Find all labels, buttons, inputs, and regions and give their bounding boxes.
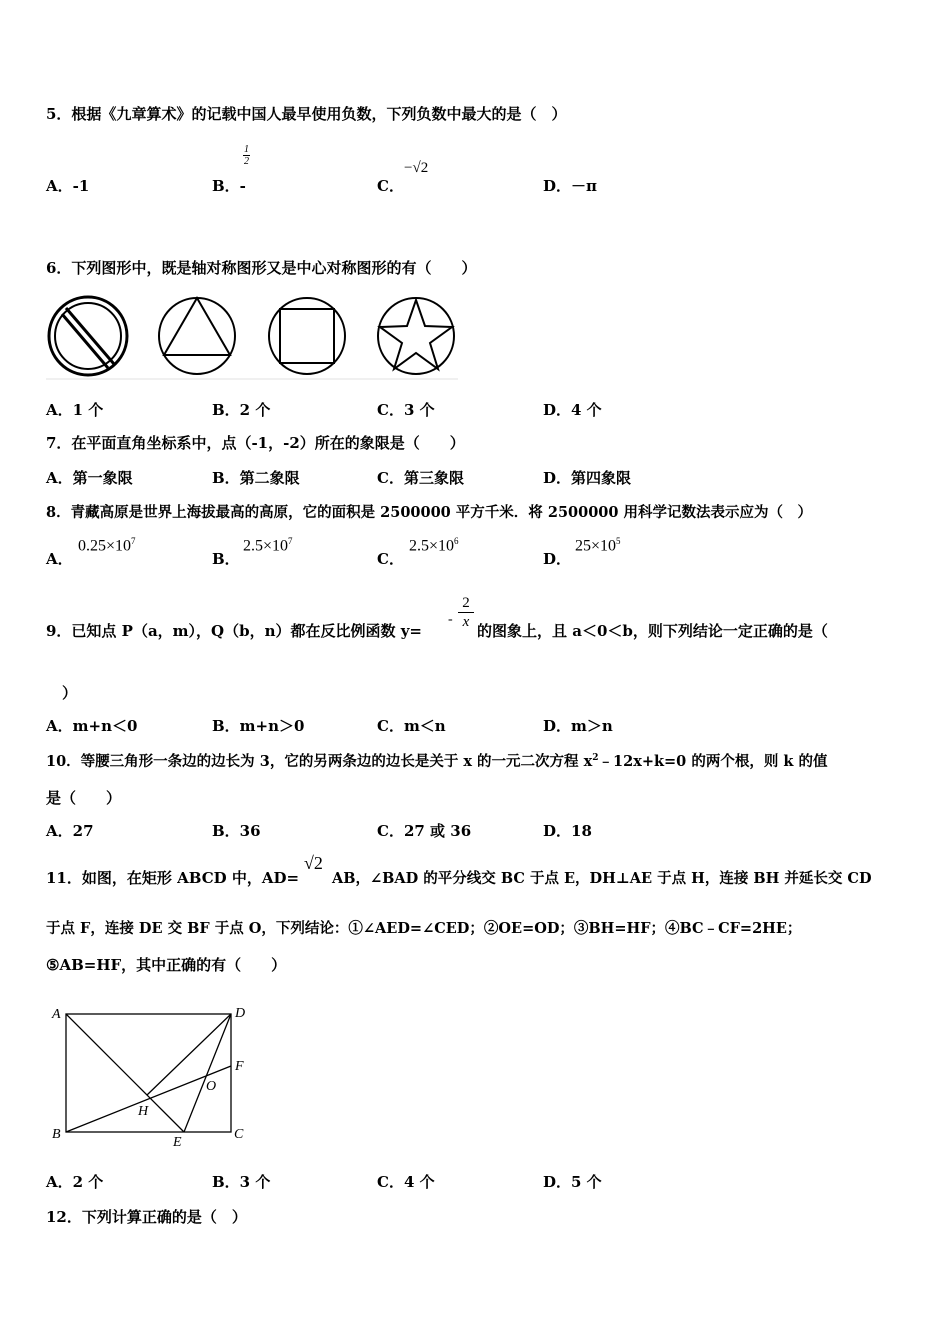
q8-option-a: A． [46, 550, 73, 568]
label-e: E [173, 1135, 182, 1150]
q5-option-b-fraction [243, 144, 250, 167]
q5-b-frac-num: 1 [244, 144, 249, 155]
label-f: F [235, 1059, 244, 1074]
q11-radical: √2 [304, 853, 323, 873]
q11-option-d: D．5 个 [543, 1173, 602, 1191]
question-6-stem: 6．下列图形中，既是轴对称图形又是中心对称图形的有（ ） [46, 259, 477, 277]
question-11-stem-before: 11．如图，在矩形 ABCD 中，AD= [46, 869, 300, 887]
circle-with-triangle-figure [159, 298, 235, 374]
q8-option-b-math [243, 536, 293, 555]
question-9-stem-after: 的图象上，且 a＜0＜b，则下列结论一定正确的是（ [477, 622, 828, 640]
q8-option-b: B． [212, 550, 240, 568]
q11-rectangle-figure [46, 1000, 256, 1152]
q5-b-frac-den: 2 [244, 156, 249, 167]
q8-b-exp: 7 [288, 536, 293, 546]
q9-minus-sign: - [448, 612, 453, 627]
q10-stem-before: 10．等腰三角形一条边的边长为 3，它的另两条边的边长是关于 x 的一元二次方程 x [46, 753, 593, 770]
circle-with-star-figure [378, 298, 454, 374]
q7-option-c: C．第三象限 [377, 469, 464, 487]
question-8-stem: 8．青藏高原是世界上海拔最高的高原，它的面积是 2500000 平方千米．将 2500000 用科学记数法表示应为（ ） [46, 504, 813, 521]
question-5-stem: 5．根据《九章算术》的记载中国人最早使用负数，下列负数中最大的是（ ） [46, 105, 567, 123]
q7-option-a: A．第一象限 [46, 469, 133, 487]
q6-figures [46, 292, 458, 380]
q8-option-a-math [78, 536, 136, 555]
q8-c-base: 2.5×10 [409, 537, 455, 555]
q8-d-base: 25×10 [575, 537, 617, 555]
q9-option-b: B．m+n＞0 [212, 717, 305, 735]
q5-option-a: A．-1 [46, 177, 90, 195]
line-ae [66, 1014, 184, 1132]
q8-b-base: 2.5×10 [243, 537, 289, 555]
q9-option-d: D．m＞n [543, 717, 613, 735]
circle-with-bar-figure [49, 297, 127, 375]
question-10-stem-cont: 是（ ） [46, 789, 122, 807]
q5-option-d: D．－π [543, 177, 597, 195]
question-9-stem-before: 9．已知点 P（a，m），Q（b，n）都在反比例函数 y= [46, 622, 422, 640]
q7-option-b: B．第二象限 [212, 469, 300, 487]
q10-option-c: C．27 或 36 [377, 822, 472, 840]
q6-option-b: B．2 个 [212, 401, 271, 419]
label-a: A [52, 1007, 61, 1022]
q6-option-c: C．3 个 [377, 401, 435, 419]
label-b: B [52, 1127, 61, 1142]
q9-frac-den: x [462, 614, 470, 630]
label-d: D [235, 1006, 246, 1021]
q8-d-exp: 5 [616, 536, 621, 546]
q7-option-d: D．第四象限 [543, 469, 632, 487]
q6-option-a: A．1 个 [46, 401, 104, 419]
q11-option-b: B．3 个 [212, 1173, 271, 1191]
rectangle-abcd [66, 1014, 231, 1132]
question-10-stem [46, 750, 827, 771]
q10-option-d: D．18 [543, 822, 592, 840]
q11-option-a: A．2 个 [46, 1173, 104, 1191]
q5-option-c: C． [377, 177, 404, 195]
q8-a-base: 0.25×10 [78, 537, 132, 555]
q8-a-exp: 7 [131, 536, 136, 546]
circle-with-square-figure [269, 298, 345, 374]
label-h: H [138, 1104, 149, 1119]
q8-option-c-math [409, 536, 459, 555]
q8-option-c: C． [377, 550, 404, 568]
q9-option-a: A．m+n＜0 [46, 717, 138, 735]
q5-option-b: B．- [212, 177, 246, 195]
q9-option-c: C．m＜n [377, 717, 446, 735]
q8-option-d: D． [543, 550, 572, 568]
question-12-stem: 12．下列计算正确的是（ ） [46, 1208, 247, 1226]
q10-option-a: A．27 [46, 822, 94, 840]
question-9-stem-cont: ） [62, 684, 78, 702]
q9-fraction [458, 594, 474, 631]
q9-frac-num: 2 [462, 595, 470, 611]
question-11-line-3: ⑤AB=HF，其中正确的有（ ） [46, 956, 287, 974]
q5-option-c-math: −√2 [404, 160, 429, 176]
line-de [184, 1014, 231, 1132]
q10-option-b: B．36 [212, 822, 261, 840]
q10-sup: 2 [592, 753, 599, 764]
q8-option-d-math [575, 536, 621, 555]
q6-option-d: D．4 个 [543, 401, 602, 419]
q11-option-c: C．4 个 [377, 1173, 435, 1191]
label-o: O [206, 1079, 217, 1094]
question-11-line-2: 于点 F，连接 DE 交 BF 于点 O，下列结论：①∠AED=∠CED；②OE=OD；③BH=HF；④BC﹣CF=2HE； [46, 920, 802, 937]
question-11-stem-after: AB，∠BAD 的平分线交 BC 于点 E，DH⊥AE 于点 H，连接 BH 并延长交 CD [332, 870, 872, 887]
q8-c-exp: 6 [454, 536, 459, 546]
q10-stem-after: ﹣12x+k=0 的两个根，则 k 的值 [598, 753, 828, 770]
question-7-stem: 7．在平面直角坐标系中，点（-1，-2）所在的象限是（ ） [46, 434, 465, 452]
label-c: C [234, 1127, 244, 1142]
